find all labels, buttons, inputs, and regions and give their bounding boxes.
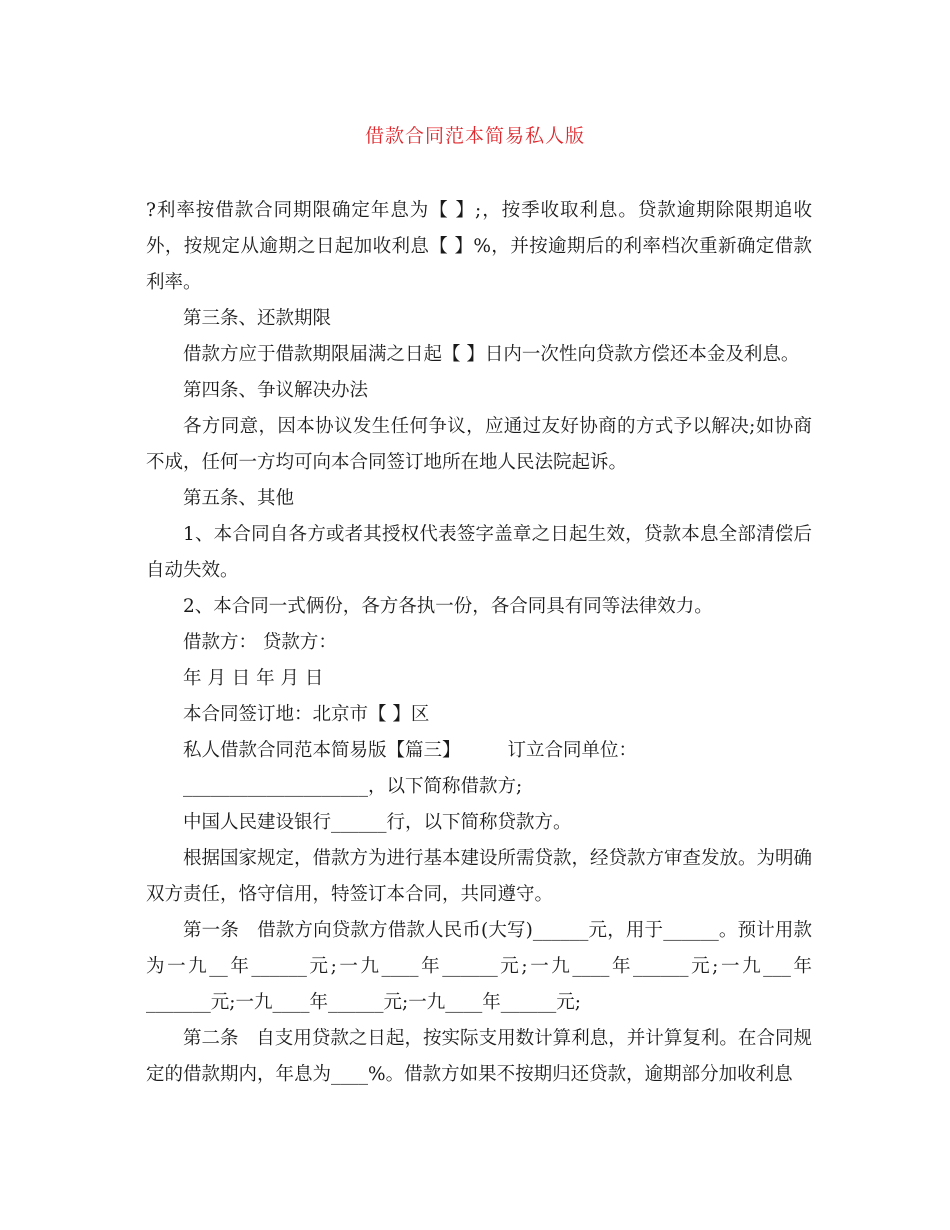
paragraph-interest-rate: ?利率按借款合同期限确定年息为【 】;，按季收取利息。贷款逾期除限期追收外，按规定从逾期之日起加收利息【 】%，并按逾期后的利率档次重新确定借款利率。	[146, 200, 812, 293]
lender-line: 中国人民建设银行______行，以下简称贷款方。	[183, 812, 572, 833]
heading-article-3: 第三条、还款期限	[183, 308, 332, 329]
signature-parties: 借款方： 贷款方：	[183, 632, 337, 653]
paragraph-preamble: 根据国家规定，借款方为进行基本建设所需贷款，经贷款方审查发放。为明确双方责任，恪守信用，特签订本合同，共同遵守。	[146, 848, 813, 905]
paragraph-repayment: 借款方应于借款期限届满之日起【 】日内一次性向贷款方偿还本金及利息。	[183, 344, 800, 365]
paragraph-other-1: 1、本合同自各方或者其授权代表签字盖章之日起生效，贷款本息全部清偿后自动失效。	[146, 524, 812, 581]
borrower-line: ____________________，以下简称借款方;	[183, 776, 523, 797]
paragraph-article-1: 第一条 借款方向贷款方借款人民币(大写)______元，用于______。预计用款为一九__年______元;一九____年______元;一九____年______元;一九___年_______元;一九____年______元;一九____年______元;	[146, 920, 812, 1013]
section-heading-part-3: 私人借款合同范本简易版【篇三】 订立合同单位：	[183, 740, 638, 761]
heading-article-4: 第四条、争议解决办法	[183, 380, 369, 401]
signature-dates: 年 月 日 年 月 日	[183, 668, 324, 689]
signing-location: 本合同签订地：北京市【 】区	[183, 704, 430, 725]
document-title: 借款合同范本简易私人版	[364, 125, 585, 147]
paragraph-dispute: 各方同意，因本协议发生任何争议，应通过友好协商的方式予以解决;如协商不成，任何一方均可向本合同签订地所在地人民法院起诉。	[146, 416, 812, 473]
paragraph-other-2: 2、本合同一式俩份，各方各执一份，各合同具有同等法律效力。	[183, 596, 713, 617]
heading-article-5: 第五条、其他	[183, 488, 295, 509]
paragraph-article-2: 第二条 自支用贷款之日起，按实际支用数计算利息，并计算复利。在合同规定的借款期内，年息为____%。借款方如果不按期归还贷款，逾期部分加收利息	[146, 1028, 812, 1085]
document-body	[146, 193, 812, 1093]
